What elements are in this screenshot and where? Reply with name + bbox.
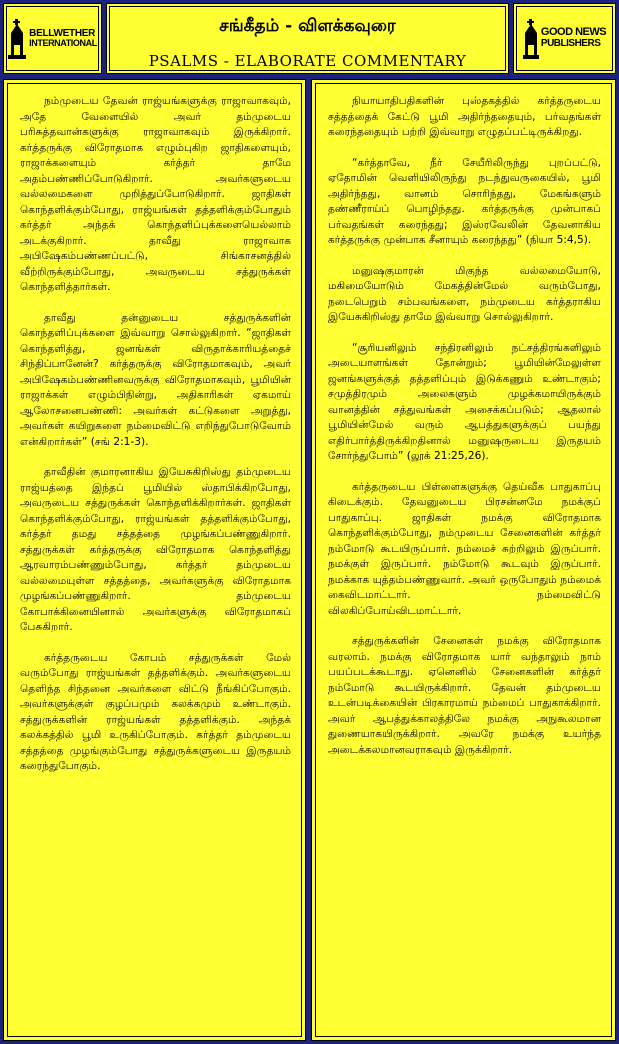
good-news-logo-content <box>514 4 615 73</box>
right-column <box>311 79 616 1041</box>
logo-line1: BELLWETHER <box>29 27 96 39</box>
paragraph: கர்த்தருடைய பிள்ளைகளுக்கு தெய்வீக பாதுகாப்பு கிடைக்கும். தேவனுடைய பிரசன்னமே நமக்குப் பாதுகாப்பு. ஜாதிகள் நமக்கு விரோதமாக கொந்தளிக்கும்போது, நம்முடைய சேனைகளின் கர்த்தர் நம்மோடு கூடயிருப்பார். நம்மைச் சுற்றிலும் இருப்பார். நமக்குள் இருப்பார். நம்மோடு கூடவும் இருப்பார். நமக்காக யுத்தம்பண்ணுவார். அவர் ஒருபோதும் நம்மைக் கைவிடமாட்டார். நம்மைவிட்டு விலகிப்போய்விடமாட்டார். <box>328 480 601 617</box>
church-building-icon <box>8 19 26 59</box>
paragraph: “சூரியனிலும் சந்திரனிலும் நட்சத்திரங்களிலும் அடையாளங்கள் தோன்றும்; பூமியின்மேலுள்ள ஜனங்களுக்குத் தத்தளிப்பும் இடுக்கணும் உண்டாகும்; சமுத்திரமும் அலைகளும் முழக்கமாயிருக்கும் வானத்தின் சத்துவங்கள் அசைக்கப்படும்; ஆதலால் பூமியின்மேல் வரும் ஆபத்துகளுக்குப் பயந்து எதிர்பார்த்திருக்கிறதினால் மனுஷருடைய இருதயம் சோர்ந்துபோம்” (லூக் 21:25,26). <box>328 341 601 462</box>
logo-line1: GOOD NEWS <box>540 26 607 39</box>
page-title-tamil: சங்கீதம் - விளக்கவுரை <box>219 16 396 36</box>
paragraph: நியாயாதிபதிகளின் புஸ்தகத்தில் கர்த்தருடைய சத்தத்தைக் கேட்டு பூமி அதிர்ந்ததையும், பர்வதங்கள் கரைந்ததையும் பற்றி இவ்வாறு எழுதப்பட்டிருக்கிறது. <box>328 95 601 138</box>
left-column-text <box>20 94 291 790</box>
church-building-icon <box>523 19 539 59</box>
logo-line2: INTERNATIONAL <box>29 38 97 49</box>
page-header <box>106 3 509 74</box>
paragraph: நம்முடைய தேவன் ராஜ்யங்களுக்கு ராஜாவாகவும், அதே வேளையில் அவர் தம்முடைய பரிசுத்தவான்களுக்கு ராஜாவாகவும் இருக்கிறார். கர்த்தருக்கு விரோதமாக எழும்புகிற ஜாதிகளையும், ராஜாக்களையும் கர்த்தர் தாமே அதம்பண்ணிப்போடுகிறார். அவர்களுடைய வல்லமைகளை முறித்துப்போடுகிறார். ஜாதிகள் கொந்தளிக்கும்போது, ராஜ்யங்கள் தத்தளிக்கும்போதும் கர்த்தர் அந்தக் கொந்தளிப்புக்களையெல்லாம் அடக்குகிறார். தாவீது ராஜாவாக அபிஷேகம்பண்ணப்பட்டு, சிங்காசனத்தில் வீற்றிருக்கும்போது, அவருடைய சத்துருக்கள் கொந்தளித்தார்கள். <box>20 95 291 293</box>
paragraph: மனுஷகுமாரன் மிகுந்த வல்லமையோடு, மகிமையோடும் மேகத்தின்மேல் வரும்போது, நடைபெறும் சம்பவங்களை, நம்முடைய கர்த்தராகிய இயேசுகிறிஸ்து தாமே இவ்வாறு சொல்லுகிறார். <box>328 264 601 323</box>
paragraph: தாவீதின் குமாரனாகிய இயேசுகிறிஸ்து தம்முடைய ராஜ்யத்தை இந்தப் பூமியில் ஸ்தாபிக்கிறபோது, அவருடைய சத்துருக்கள் கொந்தளிக்கிறார்கள். ஜாதிகள் கொந்தளிக்கும்போது, ராஜ்யங்கள் தத்தளிக்கும்போது, கர்த்தர் தமது சத்தத்தை முழங்கப்பண்ணுகிறார். சத்துருக்கள் கர்த்தருக்கு விரோதமாக கொந்தளித்து ஆரவாரம்பண்ணும்போது, கர்த்தர் தம்முடைய வல்லமையுள்ள சத்தத்தை, அவர்களுக்கு விரோதமாக முழங்கப்பண்ணுகிறார். தம்முடைய கோபாக்கினையினால் அவர்களுக்கு விரோதமாகப் பேசுகிறார். <box>20 466 291 633</box>
paragraph: தாவீது தன்னுடைய சத்துருக்களின் கொந்தளிப்புக்களை இவ்வாறு சொல்லுகிறார். “ஜாதிகள் கொந்தளித்து, ஜனங்கள் விருதாக்காரியத்தைச் சிந்திப்பானேன்? கர்த்தருக்கு விரோதமாகவும், அவர் அபிஷேகம்பண்ணினவருக்கு விரோதமாகவும், பூமியின் ராஜாக்கள் எழும்பிநின்று, அதிகாரிகள் ஏகமாய் ஆலோசனைபண்ணி: அவர்கள் கட்டுகளை அறுத்து, அவர்கள் கயிறுகளை நம்மைவிட்டு எறிந்துபோடுவோம் என்கிறார்கள்” (சங் 2:1-3). <box>20 311 291 448</box>
paragraph: “கர்த்தாவே, நீர் சேயீரிலிருந்து புறப்பட்டு, ஏதோமின் வெளியிலிருந்து நடந்துவருகையில், பூமி அதிர்ந்தது, வானம் சொரிந்தது, மேகங்களும் தண்ணீராய்ப் பொழிந்தது. கர்த்தருக்கு முன்பாகப் பர்வதங்கள் கரைந்தது; இஸ்ரவேலின் தேவனாகிய கர்த்தருக்கு முன்பாக சீனாயும் கரைந்தது” (நியா 5:4,5). <box>328 156 601 246</box>
bellwether-logo <box>3 3 102 74</box>
right-column-text <box>328 94 601 773</box>
logo-line2: PUBLISHERS <box>540 38 601 50</box>
good-news-logo <box>513 3 616 74</box>
paragraph: சத்துருக்களின் சேனைகள் நமக்கு விரோதமாக வரலாம். நமக்கு விரோதமாக யார் வந்தாலும் நாம் பயப்படக்கூடாது. ஏனெனில் சேனைகளின் கர்த்தர் நம்மோடு கூடயிருக்கிறார். தேவன் தம்முடைய உடன்படிக்கையின் பிரகாரமாய் நம்மைப் பாதுகாக்கிறார். அவர் ஆபத்துக்காலத்திலே நமக்கு அநுகூலமான துணையாகயிருக்கிறார். அவரே நமக்கு உயர்ந்த அடைக்கலமானவராகவும் இருக்கிறார். <box>328 635 601 756</box>
paragraph: கர்த்தருடைய கோபம் சத்துருக்கள் மேல் வரும்போது ராஜ்யங்கள் தத்தளிக்கும். அவர்களுடைய தெளிந்த சிந்தனை அவர்களை விட்டு நீங்கிப்போகும். அவர்களுக்குள் குழப்பமும் கலக்கமும் உண்டாகும். சத்துருக்களின் ராஜ்யங்கள் தத்தளிக்கும். அந்தக் கலக்கத்தில் பூமி உருகிப்போகும். கர்த்தர் தம்முடைய சத்தத்தை முழங்கும்போது சத்துருக்களுடைய இருதயம் கரைந்துபோகும். <box>20 651 291 772</box>
page-title-english: PSALMS - ELABORATE COMMENTARY <box>148 52 467 70</box>
left-column <box>3 79 306 1041</box>
bellwether-logo-content <box>4 4 101 73</box>
